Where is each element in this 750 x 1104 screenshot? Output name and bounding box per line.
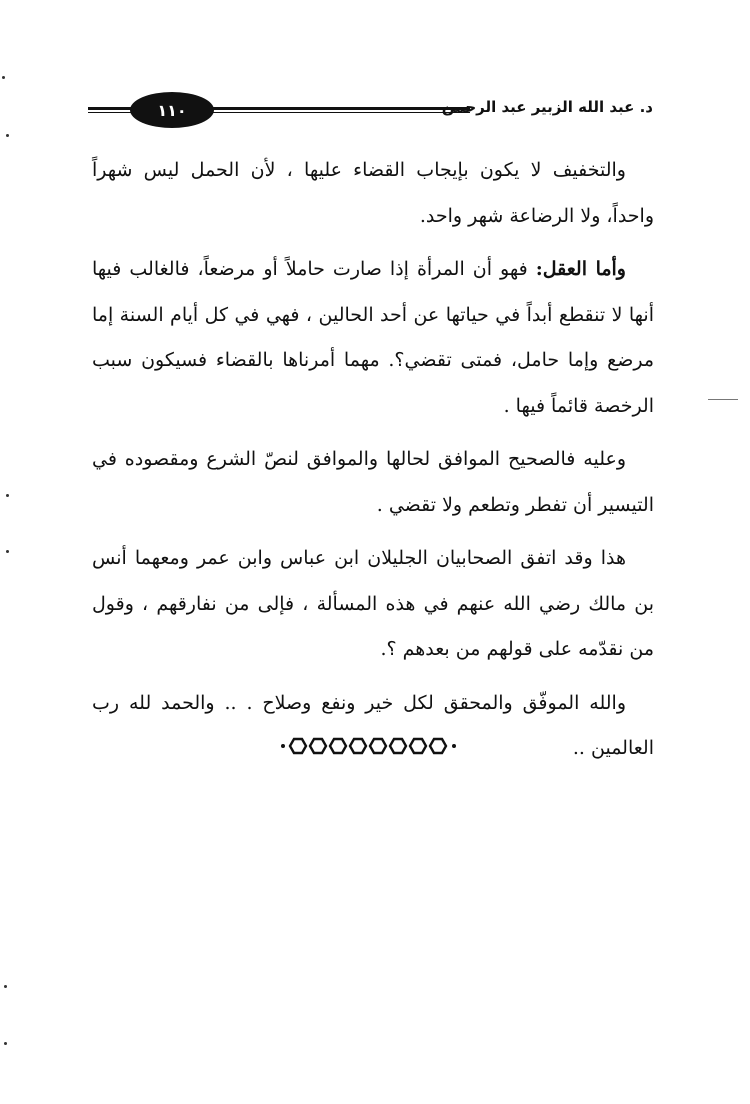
scan-speck <box>6 134 9 137</box>
paragraph-4 <box>92 536 654 673</box>
paragraph-4-text: هذا وقد اتفق الصحابيان الجليلان ابن عباس وابن عمر ومعهما أنس بن مالك رضي الله عنهم في هذه المسألة ، فإلى من نفارقهم ، وقول من نقدّمه على قولهم من بعدهم ؟. <box>92 547 654 660</box>
paragraph-1-text: والتخفيف لا يكون بإيجاب القضاء عليها ، لأن الحمل ليس شهراً واحداً، ولا الرضاعة شهر واحد. <box>92 159 654 227</box>
paragraph-2 <box>92 247 654 429</box>
paragraph-3-text: وعليه فالصحيح الموافق لحالها والموافق لنصّ الشرع ومقصوده في التيسير أن تفطر وتطعم ولا تقضي . <box>92 448 654 516</box>
page-header <box>88 90 653 132</box>
scan-speck <box>6 494 9 497</box>
paragraph-2-lead: وأما العقل: <box>535 258 626 280</box>
author-name: د. عبد الله الزبير عبد الرحمن <box>441 98 653 116</box>
scan-line <box>708 399 738 400</box>
divider-ornament-icon <box>280 734 460 758</box>
body-text <box>92 148 654 780</box>
page-number: ١١٠ <box>130 92 214 128</box>
paragraph-5-text: والله الموفّق والمحقق لكل خير ونفع وصلاح . .. والحمد لله رب العالمين .. <box>92 691 654 759</box>
paragraph-3 <box>92 437 654 528</box>
scan-speck <box>4 1042 7 1045</box>
scan-speck <box>4 985 7 988</box>
header-rule-left <box>88 107 136 113</box>
paragraph-1 <box>92 148 654 239</box>
scan-speck <box>2 76 5 79</box>
scan-speck <box>6 550 9 553</box>
header-rule-right <box>210 107 470 113</box>
paragraph-2-text: فهو أن المرأة إذا صارت حاملاً أو مرضعاً، فالغالب فيها أنها لا تنقطع أبداً في حياتها عن أحد الحالين ، فهي في كل أيام السنة إما مرضع وإما حامل، فمتى تقضي؟. مهما أمرناها بالقضاء فسيكون سبب الرخصة قائماً فيها . <box>92 258 654 417</box>
